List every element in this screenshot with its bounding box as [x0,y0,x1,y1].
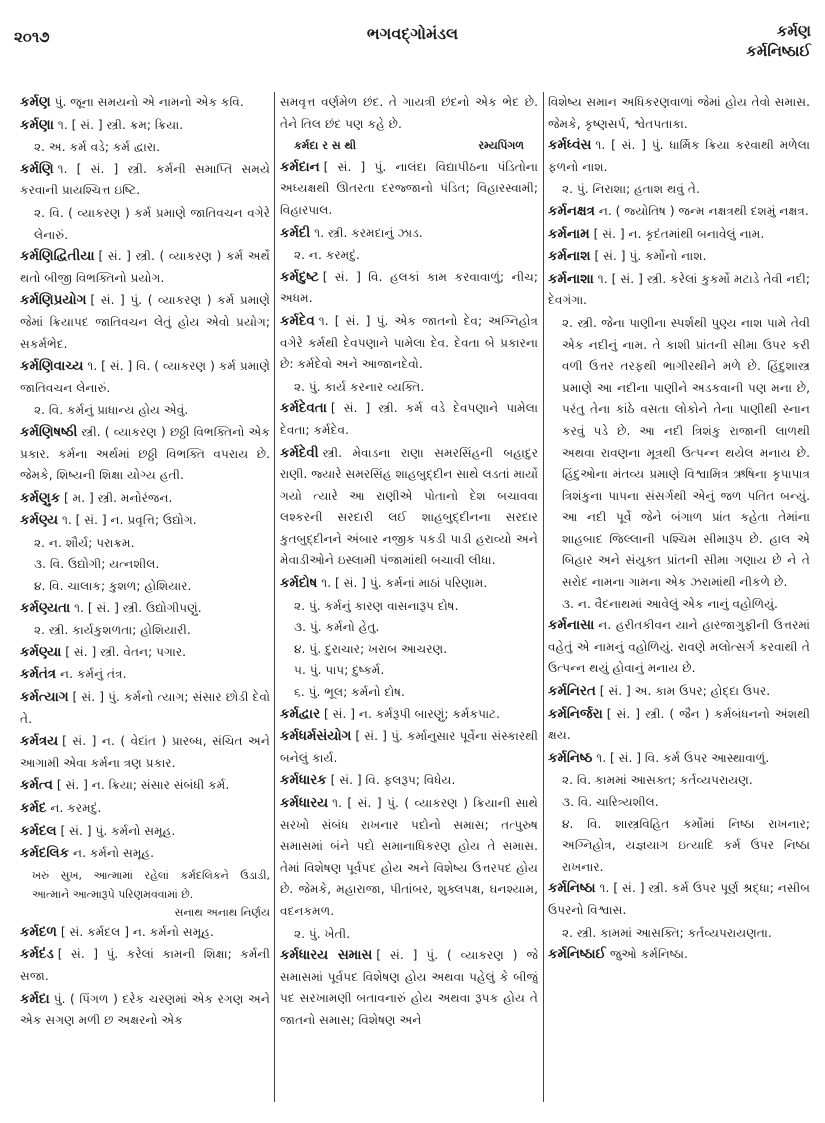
headword: કર્મણુક [20,490,61,506]
headword: કર્મણિપ્રયોગ [20,293,87,309]
headword: કર્મદેવ [280,313,315,329]
definition: સ્ત્રી. મેવાડના રાણા સમરસિંહની બહાદુર રાણી. જ્યારે સમરસિંહ શાહબુદ્દીન સાથે લડતાં માર્યો ગયો ત્યારે આ રાણીએ પોતાનો દેશ બચાવવા લશ્કરની સરદારી લઈ શાહબુદ્દીનના સરદાર કુતબુદ્દીનને અંબાર નજીક પકડી પાડી હરાવ્યો અને મેવાડીઓને ઇસ્લામી પંજામાંથી બચાવી લીધા. [280,445,538,568]
headword: કર્મદેવી [280,445,319,461]
dictionary-entry [280,704,538,726]
headword: કર્મણિ [20,161,54,177]
headword: કર્મણિષષ્ઠી [20,424,78,440]
page-header [0,0,825,88]
continued-definition: સમવૃત્ત વર્ણમેળ છંદ. તે ગાયત્રી છંદનો એક ભેદ છે. તેને તિલ છંદ પણ કહે છે. [280,95,538,131]
definition: [ સં. ] ન. ક્રિયા; સંસાર સંબંધી કર્મ. [56,778,230,793]
headword: કર્મદંડ [20,947,54,963]
definition: [ સં. ] પું. કરેલાં કામની શિક્ષા; કર્મની સજા. [20,947,270,983]
definition: [ સં. ] સ્ત્રી. ( વ્યાકરણ ) કર્મ અર્થે થતો બીજી વિભક્તિનો પ્રયોગ. [20,249,270,285]
definition: [ સં. ] પું. નાલંદા વિદ્યાપીઠના પંડિતોના અધ્યક્ષથી ઊતરતા દરજ્જાનો પંડિત; વિહારસ્વામી; વિહારપાલ. [280,159,538,217]
definition: ન. ( જ્યોતિષ ) જન્મ નક્ષત્રથી દશમું નક્ષત્ર. [598,203,809,218]
definition: ૧. [ સં. ] પું. ( વ્યાકરણ ) ક્રિયાની સાથે સરખો સંબંધ રાખનાર પદોનો સમાસ; તત્પુરુષ સમાસમાં બંને પદો સમાનાધિકરણ હોય તે સમાસ. તેમાં વિશેષણ પૂર્વપદ હોય અને વિશેષ્ય ઉત્તરપદ હોય છે. જેમકે, મહારાજા, પીતાંબર, શુક્લપક્ષ, ઘનશ્યામ, વદનકમળ. [280,796,538,918]
dictionary-entry [20,775,270,797]
dictionary-entry [548,748,810,770]
sub-sense: ૨. અ. કર્મ વડે; કર્મ દ્વારા. [34,140,160,155]
sub-sense: ૩. ન. વૈદનાથમાં આવેલું એક નાનું વહોળિયું. [562,596,778,611]
definition: ન. કર્મનું તંત્ર. [60,667,127,682]
headword: કર્મનામ [548,226,590,242]
dictionary-entry [280,267,538,310]
definition: ૧. [ સં. ] સ્ત્રી. ઉદ્યોગીપણું. [74,600,202,615]
definition: ૧. [ સં. ] સ્ત્રી. કરેલાં કુકર્મો મટાડે તેવી નદી; દેવગંગા. [548,271,810,308]
headword: કર્મદલિક [20,846,69,862]
headword: કર્મનિર્જરા [548,706,603,722]
definition: [ સં. કર્મદલ ] ન. કર્મનો સમૂહ. [60,924,214,939]
dictionary-entry [280,726,538,769]
dictionary-entry [548,878,810,921]
headword: કર્મનાશા [548,271,594,287]
dictionary-entry [280,945,538,1031]
headword: કર્મનાશ [548,249,591,265]
dictionary-entry [20,422,270,487]
headword: કર્મધારય [280,796,329,811]
column-divider [543,92,544,1102]
headword: કર્મનિરત [548,684,596,700]
dictionary-entry [548,681,810,703]
definition: ૧. [ સં. ] વિ. ( વ્યાકરણ ) કર્મ પ્રમાણે જાતિવચન લેનારું. [20,359,270,395]
sub-sense: ૨. ન. કરમદું. [294,248,360,263]
dictionary-entry [280,157,538,222]
definition: ૧. [ સં. ] સ્ત્રી. કર્મ ઉપર પૂર્ણ શ્રદ્ધા; નસીબ ઉપરનો વિશ્વાસ. [548,881,810,917]
dictionary-entry [20,488,270,510]
column-divider [274,92,275,1102]
headword: કર્મદ [20,801,47,816]
dictionary-column-3 [548,92,810,1112]
definition: [ સં. ] ન. કર્મરૂપી બારણું; કર્મકપાટ. [324,706,501,721]
headword: કર્મનિષ્ઠા [548,881,596,897]
definition: [ સં. ] ન. કૃદંતમાંથી બનાવેલું નામ. [593,226,765,241]
headword: કર્મણિદ્વિતીયા [20,249,95,265]
sub-sense: ૪. પું. દુરાચાર; ખરાબ આચરણ. [294,641,448,656]
sub-sense: ૪. વિ. શાસ્ત્રવિહિત કર્મોમાં નિષ્ઠા રાખનાર; અગ્નિહોત્ર, યજ્ઞયાગ ઇત્યાદિ કર્મ ઉપર નિષ્ઠા રાખનાર. [562,816,810,874]
headword: કર્મદેવતા [280,401,327,417]
sub-sense: ૨. વિ. ( વ્યાકરણ ) કર્મ પ્રમાણે જાતિવચન વગેરે લેનારું. [34,205,270,242]
dictionary-entry [548,201,810,223]
headword: કર્મણિવાચ્ય [20,359,84,375]
definition: પું. જૂના સમયનો એ નામનો એક કવિ. [54,95,244,109]
dictionary-entry [20,989,270,1032]
headword: કર્મધર્મસંયોગ [280,729,352,745]
sub-sense: ૨. સ્ત્રી. કામમાં આસક્તિ; કર્તવ્યપરાયણતા. [562,925,772,940]
dictionary-entry [20,290,270,355]
sub-sense: ૫. પું. પાપ; દુષ્કર્મ. [294,663,385,678]
dictionary-entry [280,223,538,245]
headword: કર્મદ્વાર [280,706,320,722]
definition: ૧. [ સં. ] ન. પ્રવૃત્તિ; ઉદ્યોગ. [61,513,197,528]
dictionary-column-1 [20,92,270,1112]
definition: ૧. [ સં. ] વિ. કર્મ ઉપર આસ્થાવાળું. [596,750,770,765]
headword: કર્મદાન [280,159,320,175]
sub-sense: ૨. સ્ત્રી. કાર્યકુશળતા; હોશિયારી. [34,623,191,638]
headword: કર્મત્રય [20,734,59,750]
sub-sense: ૩. પું. કર્મનો હેતુ. [294,620,380,635]
sub-sense: ૪. વિ. ચાલાક; કુશળ; હોશિયાર. [34,579,192,594]
headword: કર્મદી [280,225,311,241]
definition: ૧. [ સં. ] સ્ત્રી. કર્મની સમાપ્તિ સમયે કરવાની પ્રાયશ્ચિત્ત ઇષ્ટિ. [20,161,270,198]
definition: જુઓ કર્મનિષ્ઠા. [609,947,688,962]
definition: ન. કર્મનો સમૂહ. [73,846,155,861]
dictionary-entry [20,510,270,532]
dictionary-entry [280,793,538,923]
definition: [ સં. ] વિ. હલકાં કામ કરવાવાળું; નીચ; અધમ. [280,269,538,306]
dictionary-entry [20,115,270,137]
sub-sense: ૨. સ્ત્રી. જેના પાણીના સ્પર્શથી પુણ્ય નાશ પામે તેવી એક નદીનું નામ. તે કાશી પ્રાંતની સીમા ઉપર કરી વળી ઉત્તર તરફથી ભાગીરથીને મળે છે. હિંદુશાસ્ત્ર પ્રમાણે આ નદીના પાણીને અડકવાની પણ મના છે, પરંતુ તેના કાંઠે વસતા લોકોને તેના પાણીથી સ્નાન કરવું પડે છે. આ નદી ત્રિશંકુ રાજાની લાળથી અથવા રાવણના મૂત્રથી ઉત્પન્ન થયેલ મનાય છે. હિંદુઓના મંતવ્ય પ્રમાણે વિશ્વામિત્ર ઋષિના કૃપાપાત્ર ત્રિશંકુના પાપના સંસર્ગથી એનું જળ પતિત બન્યું. આ નદી પૂર્વે જેને બંગાળ પ્રાંત કહેતા તેમાંના શાહબાદ જિલ્લાની પશ્ચિમ સીમારૂપ છે. હાલ એ બિહાર અને સંયુક્ત પ્રાંતની સીમા ગણાય છે ને તે સરોદ નામના ગામના એક ઝરામાંથી નીકળે છે. [562,315,810,590]
dictionary-entry [20,687,270,730]
definition: પું. ( પિંગળ ) દરેક ચરણમાં એક રગણ અને એક સગણ મળી છ અક્ષરનો એક [20,991,270,1028]
headword: કર્મણ [20,95,51,110]
metre-source: રમ્યપિંગળ [478,139,524,153]
sub-sense: ૬. પું. ભૂલ; કર્મનો દોષ. [294,685,405,700]
dictionary-entry [548,135,810,178]
headword: કર્મધ્વંસ [548,138,592,154]
headword: કર્મધારય સમાસ [280,948,373,964]
definition: [ સં. ] સ્ત્રી. ( જૈન ) કર્મબંધનનો અંશથી ક્ષય. [548,706,810,743]
dictionary-entry [280,311,538,376]
sub-sense: ૨. પું. ખેતી. [294,926,351,941]
dictionary-entry [20,159,270,202]
definition: ન. કરમદું. [50,801,102,815]
definition: ૧. [ સં. ] પું. એક જાતનો દેવ; અગ્નિહોત્ર વગેરે કર્મથી દેવપણાને પામેલા દેવ. દેવતા બે પ્રકારના છે: કર્મદેવો અને આજાનદેવો. [280,313,538,372]
dictionary-column-2 [280,92,538,1112]
sub-sense: ૨. પું. નિરાશા; હતાશ થવું તે. [562,182,700,197]
dictionary-entry [20,922,270,944]
dictionary-entry [548,224,810,246]
headword: કર્મદા [20,991,50,1007]
dictionary-entry [20,843,270,865]
definition: ૧. [ સં. ] પું. ધાર્મિક ક્રિયા કરવાથી મળેલા ફળનો નાશ. [548,138,810,174]
dictionary-entry [20,664,270,686]
definition: સ્ત્રી. ( વ્યાકરણ ) છઠ્ઠી વિભક્તિનો એક પ્રકાર. કર્મના અર્થમાં છઠ્ઠી વિભક્તિ વપરાય છે. જેમકે, શિષ્યની શિક્ષા યોગ્ય હતી. [20,424,270,483]
dictionary-entry [20,642,270,664]
sub-sense: ૩. વિ. ચારિત્ર્યશીલ. [562,795,659,809]
headword: કર્મણ્યતા [20,600,71,616]
guide-word-last: કર્મનિષ્ઠાઈ [746,42,811,60]
dictionary-entry [548,704,810,747]
headword: કર્મતંત્ર [20,667,57,683]
sub-sense: ૨. પું. કર્મનું કારણ વાસનારૂપ દોષ. [294,598,459,613]
sub-sense: ૨. પું. કાર્ય કરનાર વ્યક્તિ. [294,379,425,394]
headword: કર્મનિષ્ઠાઈ [548,947,606,963]
dictionary-entry [20,798,270,820]
book-title: ભગવદ્ગોમંડલ [366,24,459,43]
sub-sense: ૩. વિ. ઉદ્યોગી; યત્નશીલ. [34,557,160,572]
definition: [ સં. ] અ. કામ ઉપર; હોદ્દા ઉપર. [599,684,771,699]
headword: કર્મનાસા [548,618,595,634]
dictionary-entry [548,246,810,268]
dictionary-entry [20,944,270,987]
dictionary-entry [548,615,810,680]
dictionary-entry [280,770,538,792]
quote-source: સનાથ અનાથ નિર્ણય [174,905,270,919]
dictionary-entry [280,443,538,573]
definition: ૧. [ સં. ] સ્ત્રી. ક્રમ; ક્રિયા. [57,117,184,132]
sub-sense: ૨. ન. શૌર્ય; પરાક્રમ. [34,535,135,550]
sub-sense: ૨. વિ. કર્મનું પ્રાધાન્ય હોય એવું. [34,403,189,418]
definition: [ સં. ] પું. કર્મોનો નાશ. [594,249,707,264]
definition: ૧. [ સં. ] પું. કર્મનાં માઠાં પરિણામ. [321,576,488,591]
dictionary-entry [548,269,810,312]
headword: કર્મધારક [280,773,327,789]
headword: કર્મદળ [20,924,57,940]
headword: કર્મણ્યા [20,644,62,660]
sub-sense: ૨. વિ. કામમાં આસક્ત; કર્તવ્યપરાયણ. [562,773,753,788]
definition: [ સં. ] પું. ( વ્યાકરણ ) જે સમાસમાં પૂર્વપદ વિશેષણ હોય અથવા પહેલું કે બીજું પદ સરખામણી બતાવનારું હોય અથવા રૂપક હોય તે જાતનો સમાસ; વિશેષણ અને [280,948,538,1027]
page-number: ૨૦૧૭ [14,28,50,46]
definition: [ સં. ] સ્ત્રી. વેતન; પગાર. [65,644,187,659]
headword: કર્મણ્ય [20,513,58,529]
dictionary-entry [20,246,270,289]
example-quote: ખરું સુખ, આત્મામાં રહેલાં કર્મદલિકને ઉડાડી, આત્માને આત્મારૂપે પરિણમવવામાં છે. [32,868,270,901]
definition: [ સં. ] પું. કર્માનુસાર પૂર્વેના સંસ્કારથી બનેલું કાર્ય. [280,729,538,765]
dictionary-entry [20,356,270,399]
definition: ન. હરીતકીવન યાને હારજાગુફીની ઉત્તરમાં વહેતું એ નામનું વહોળિયું. રાવણે મલોત્સર્ગ કરવાથી તે ઉત્પન્ન થયું હોવાનું મનાય છે. [548,618,810,676]
definition: [ સં. ] ન. ( વેદાંત ) પ્રારબ્ધ, સંચિત અને આગામી એવા કર્મના ત્રણ પ્રકાર. [20,734,270,770]
definition: [ સં. ] પું. કર્મનો ત્યાગ; સંસાર છોડી દેવો તે. [20,690,270,726]
dictionary-entry [20,821,270,843]
definition: [ સં. ] સ્ત્રી. કર્મ વડે દેવપણાને પામેલા દેવતા; કર્મદેવ. [280,401,538,437]
headword: કર્મણા [20,117,54,133]
guide-word-first: કર્મણ [776,22,811,40]
definition: [ સં. ] પું. કર્મનો સમૂહ. [60,823,176,838]
dictionary-entry [280,398,538,441]
dictionary-entry [20,92,270,114]
dictionary-entry [280,573,538,595]
headword: કર્મદોષ [280,576,318,592]
dictionary-entry [548,944,810,966]
definition: [ મ. ] સ્ત્રી. મનોરંજન. [64,490,173,505]
definition: [ સં. ] પું. ( વ્યાકરણ ) કર્મ પ્રમાણે જેમાં ક્રિયાપદ જાતિવચન લેતું હોય એવો પ્રયોગ; સકર્મભેદ. [20,293,270,351]
metre-scheme: કર્મદા ર સ થી [294,139,357,153]
definition: [ સં. ] વિ. ફલરૂપ; વિધેય. [330,773,456,788]
headword: કર્મત્વ [20,778,53,794]
headword: કર્મનક્ષત્ર [548,203,595,219]
continued-definition: વિશેષ્ય સમાન અધિકરણવાળાં જેમાં હોય તેવો સમાસ. જેમકે, કૃષ્ણસર્પ, શ્વેતપતાકા. [548,95,810,131]
dictionary-entry [20,598,270,620]
dictionary-entry [20,731,270,774]
definition: ૧. સ્ત્રી. કરમદાનું ઝાડ. [314,225,423,240]
metre-formula [280,135,538,157]
headword: કર્મત્યાગ [20,690,69,706]
headword: કર્મદુષ્ટ [280,269,319,285]
headword: કર્મદલ [20,823,57,839]
headword: કર્મનિષ્ઠ [548,750,593,766]
